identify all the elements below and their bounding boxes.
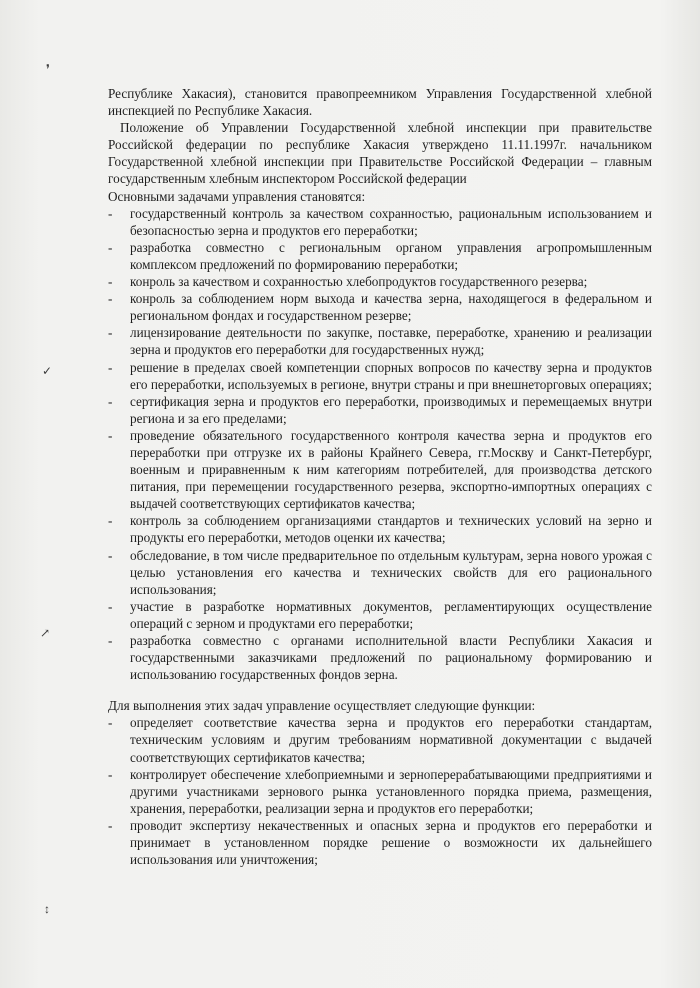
- functions-list: [108, 714, 652, 868]
- intro-paragraph: Республике Хакасия), становится правопреемником Управления Государственной хлебной инспекцией по Республике Хакасия.: [108, 86, 652, 119]
- document-body: [108, 85, 652, 868]
- bullet-dash: -: [108, 325, 113, 341]
- list-item: - государственный контроль за качеством сохранностью, рациональным использованием и безопасностью зерна и продуктов его переработки;: [108, 205, 652, 238]
- bullet-dash: -: [108, 274, 113, 290]
- list-item: - контролирует обеспечение хлебоприемными и зерноперерабатывающими предприятиями и другими участниками зернового рынка установленного порядка приема, размещения, хранения, переработки, реализации зерна и продуктов его переработки;: [108, 766, 652, 816]
- list-item: - сертификация зерна и продуктов его переработки, производимых и перемещаемых внутри региона и за его пределами;: [108, 393, 652, 426]
- list-item: - участие в разработке нормативных документов, регламентирующих осуществление операций с зерном и продуктами его переработки;: [108, 598, 652, 631]
- list-item: - обследование, в том числе предварительное по отдельным культурам, зерна нового урожая с целью установления его качества и технических свойств для его рационального использования;: [108, 547, 652, 597]
- binding-hole-mark: ↗: [40, 626, 51, 640]
- list-item: - лицензирование деятельности по закупке, поставке, переработке, хранению и реализации зерна и продуктов его переработки для государственных нужд;: [108, 325, 652, 358]
- list-item: - определяет соответствие качества зерна и продуктов его переработки стандартам, техническим условиям и другим требованиям нормативной документации с выдачей соответствующих сертификатов качества;: [108, 715, 652, 765]
- bullet-dash: -: [108, 239, 113, 255]
- bullet-dash: -: [108, 205, 113, 221]
- functions-heading: Для выполнения этих задач управление осуществляет следующие функции:: [108, 698, 536, 714]
- binding-hole-mark: ↕: [44, 902, 50, 916]
- binding-hole-mark: ✓: [42, 364, 53, 378]
- list-item: - конроль за качеством и сохранностью хлебопродуктов государственного резерва;: [108, 274, 588, 290]
- list-item: - разработка совместно с региональным органом управления агропромышленным комплексом предложений по формированию переработки;: [108, 239, 652, 272]
- bullet-dash: -: [108, 598, 113, 614]
- tasks-heading: Основными задачами управления становятся:: [108, 188, 366, 204]
- list-item: - разработка совместно с органами исполнительной власти Республики Хакасия и государственными заказчиками предложений по рациональному формированию и использованию государственных фондов зерна.: [108, 633, 652, 683]
- bullet-dash: -: [108, 715, 113, 731]
- bullet-dash: -: [108, 291, 113, 307]
- list-item: - проведение обязательного государственного контроля качества зерна и продуктов его переработки при отгрузке их в районы Крайнего Севера, гг.Москву и Санкт-Петербург, военным и приравненным к ним категориям потребителей, для производства детского питания, при перемещении государственного резерва, экспортно-импортных операциях с выдачей соответствующих сертификатов качества;: [108, 427, 652, 512]
- list-item: - конроль за соблюдением норм выхода и качества зерна, находящегося в федеральном и региональном фондах и государственном резерве;: [108, 291, 652, 324]
- tasks-list: [108, 205, 652, 684]
- bullet-dash: -: [108, 427, 113, 443]
- binding-hole-mark: ❜: [46, 62, 50, 76]
- bullet-dash: -: [108, 513, 113, 529]
- bullet-dash: -: [108, 817, 113, 833]
- list-item: - решение в пределах своей компетенции спорных вопросов по качеству зерна и продуктов его переработки, используемых в регионе, внутри страны и при внешнеторговых операциях;: [108, 359, 652, 392]
- list-item: - контроль за соблюдением организациями стандартов и технических условий на зерно и продукты его переработки, методов оценки их качества;: [108, 513, 652, 546]
- bullet-dash: -: [108, 359, 113, 375]
- regulation-paragraph: Положение об Управлении Государственной хлебной инспекции при правительстве Российской федерации по республике Хакасия утверждено 11.11.1997г. начальником Государственной хлебной инспекции при Правительстве Российской Федерации – главным государственным хлебным инспектором Российской федерации: [108, 120, 652, 187]
- bullet-dash: -: [108, 393, 113, 409]
- list-item: - проводит экспертизу некачественных и опасных зерна и продуктов его переработки и принимает в установленном порядке решение о возможности их дальнейшего использования или уничтожения;: [108, 817, 652, 868]
- bullet-dash: -: [108, 547, 113, 563]
- bullet-dash: -: [108, 633, 113, 648]
- paragraph-gap: [108, 683, 652, 697]
- bullet-dash: -: [108, 766, 113, 782]
